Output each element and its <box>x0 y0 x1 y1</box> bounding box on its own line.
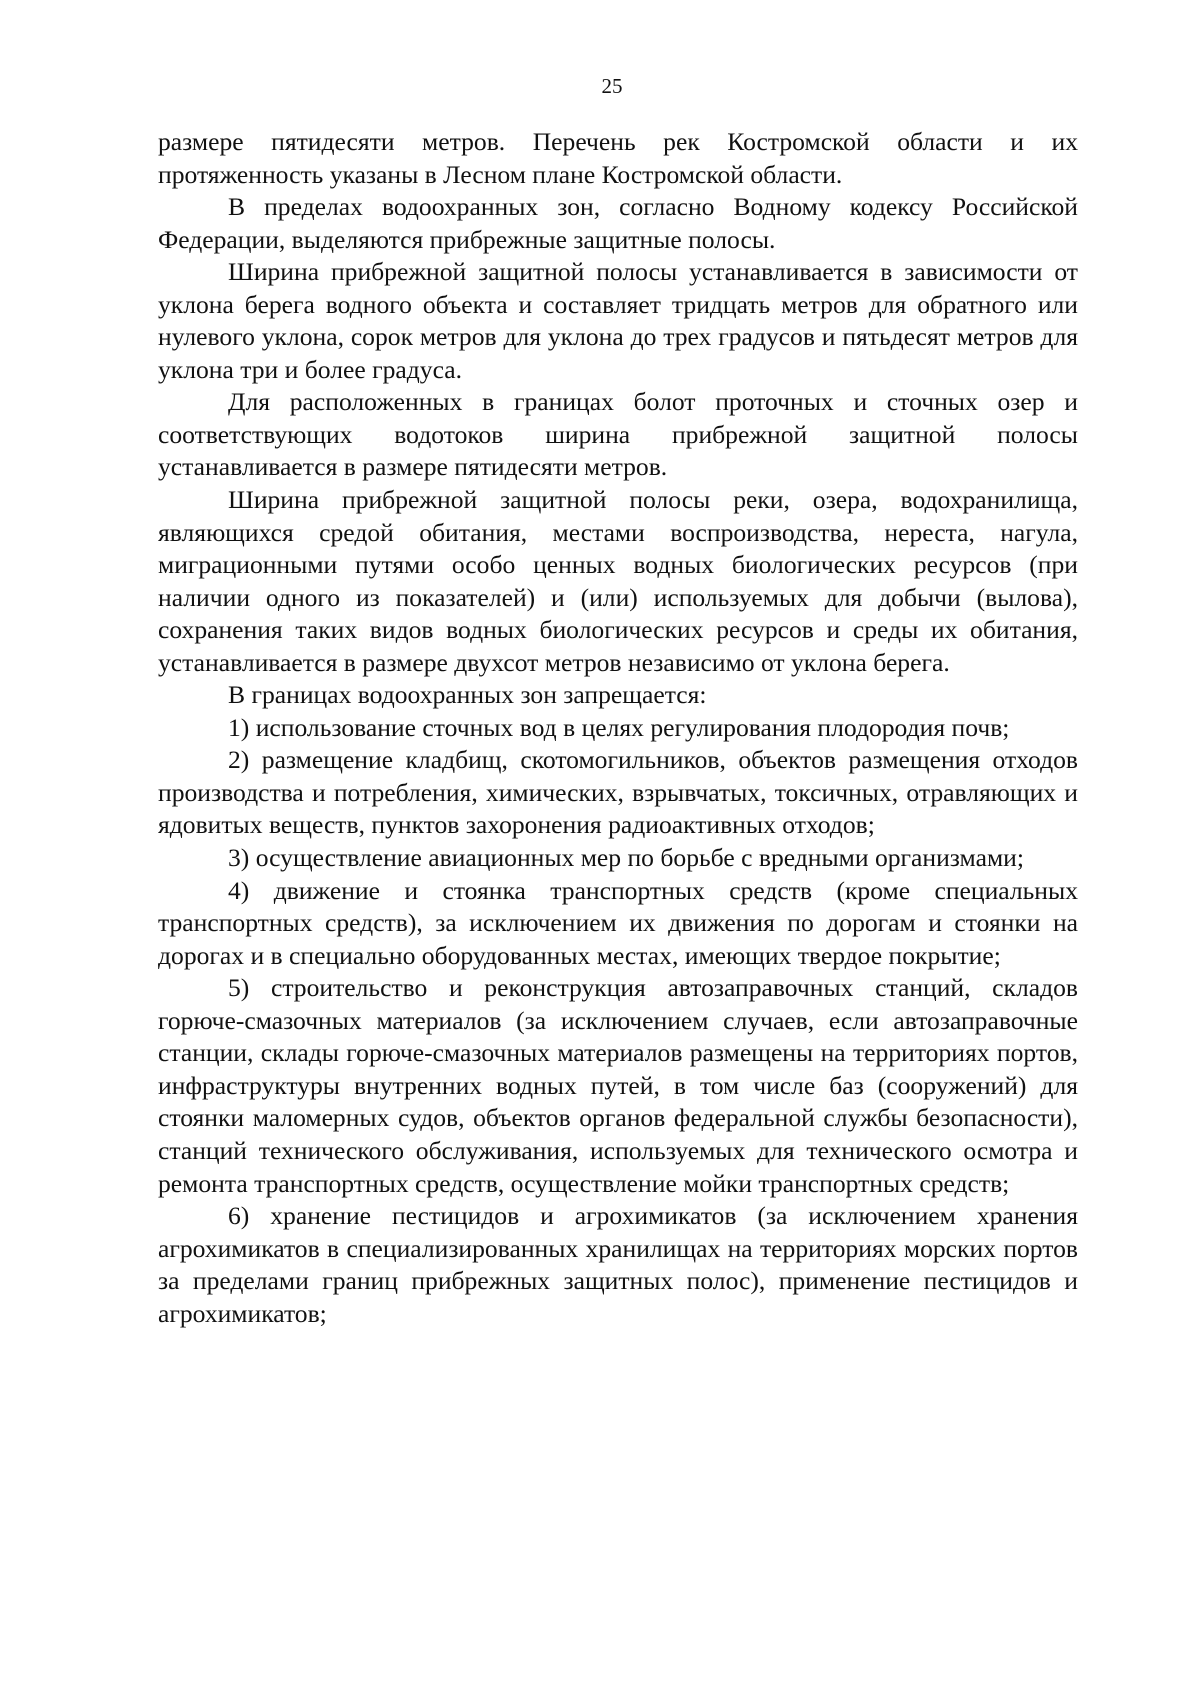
list-item: 5) строительство и реконструкция автозаправочных станций, складов горюче-смазочных материалов (за исключением случаев, если автозаправочные станции, склады горюче-смазочных материалов размещены на территориях портов, инфраструктуры внутренних водных путей, в том числе баз (сооружений) для стоянки маломерных судов, объектов органов федеральной службы безопасности), станций технического обслуживания, используемых для технического осмотра и ремонта транспортных средств, осуществление мойки транспортных средств; <box>158 973 1078 1198</box>
document-body <box>158 126 1078 1330</box>
paragraph: размере пятидесяти метров. Перечень рек Костромской области и их протяженность указаны в Лесном плане Костромской области. <box>158 127 1078 189</box>
paragraph: В пределах водоохранных зон, согласно Водному кодексу Российской Федерации, выделяются прибрежные защитные полосы. <box>158 192 1078 254</box>
page-number: 25 <box>601 74 623 98</box>
list-item: 2) размещение кладбищ, скотомогильников, объектов размещения отходов производства и потребления, химических, взрывчатых, токсичных, отравляющих и ядовитых веществ, пунктов захоронения радиоактивных отходов; <box>158 745 1078 840</box>
list-item: 6) хранение пестицидов и агрохимикатов (за исключением хранения агрохимикатов в специализированных хранилищах на территориях морских портов за пределами границ прибрежных защитных полос), применение пестицидов и агрохимикатов; <box>158 1201 1078 1328</box>
paragraph: Ширина прибрежной защитной полосы реки, озера, водохранилища, являющихся средой обитания, местами воспроизводства, нереста, нагула, миграционными путями особо ценных водных биологических ресурсов (при наличии одного из показателей) и (или) используемых для добычи (вылова), сохранения таких видов водных биологических ресурсов и среды их обитания, устанавливается в размере двухсот метров независимо от уклона берега. <box>158 485 1078 677</box>
list-intro: В границах водоохранных зон запрещается: <box>228 680 707 710</box>
list-item: 4) движение и стоянка транспортных средств (кроме специальных транспортных средств), за исключением их движения по дорогам и стоянки на дорогах и в специально оборудованных местах, имеющих твердое покрытие; <box>158 875 1078 970</box>
paragraph: Ширина прибрежной защитной полосы устанавливается в зависимости от уклона берега водного объекта и составляет тридцать метров для обратного или нулевого уклона, сорок метров для уклона до трех градусов и пятьдесят метров для уклона три и более градуса. <box>158 257 1078 384</box>
paragraph: Для расположенных в границах болот проточных и сточных озер и соответствующих водотоков ширина прибрежной защитной полосы устанавливается в размере пятидесяти метров. <box>158 387 1078 482</box>
list-item: 1) использование сточных вод в целях регулирования плодородия почв; <box>228 712 1010 742</box>
list-item: 3) осуществление авиационных мер по борьбе с вредными организмами; <box>228 843 1024 873</box>
